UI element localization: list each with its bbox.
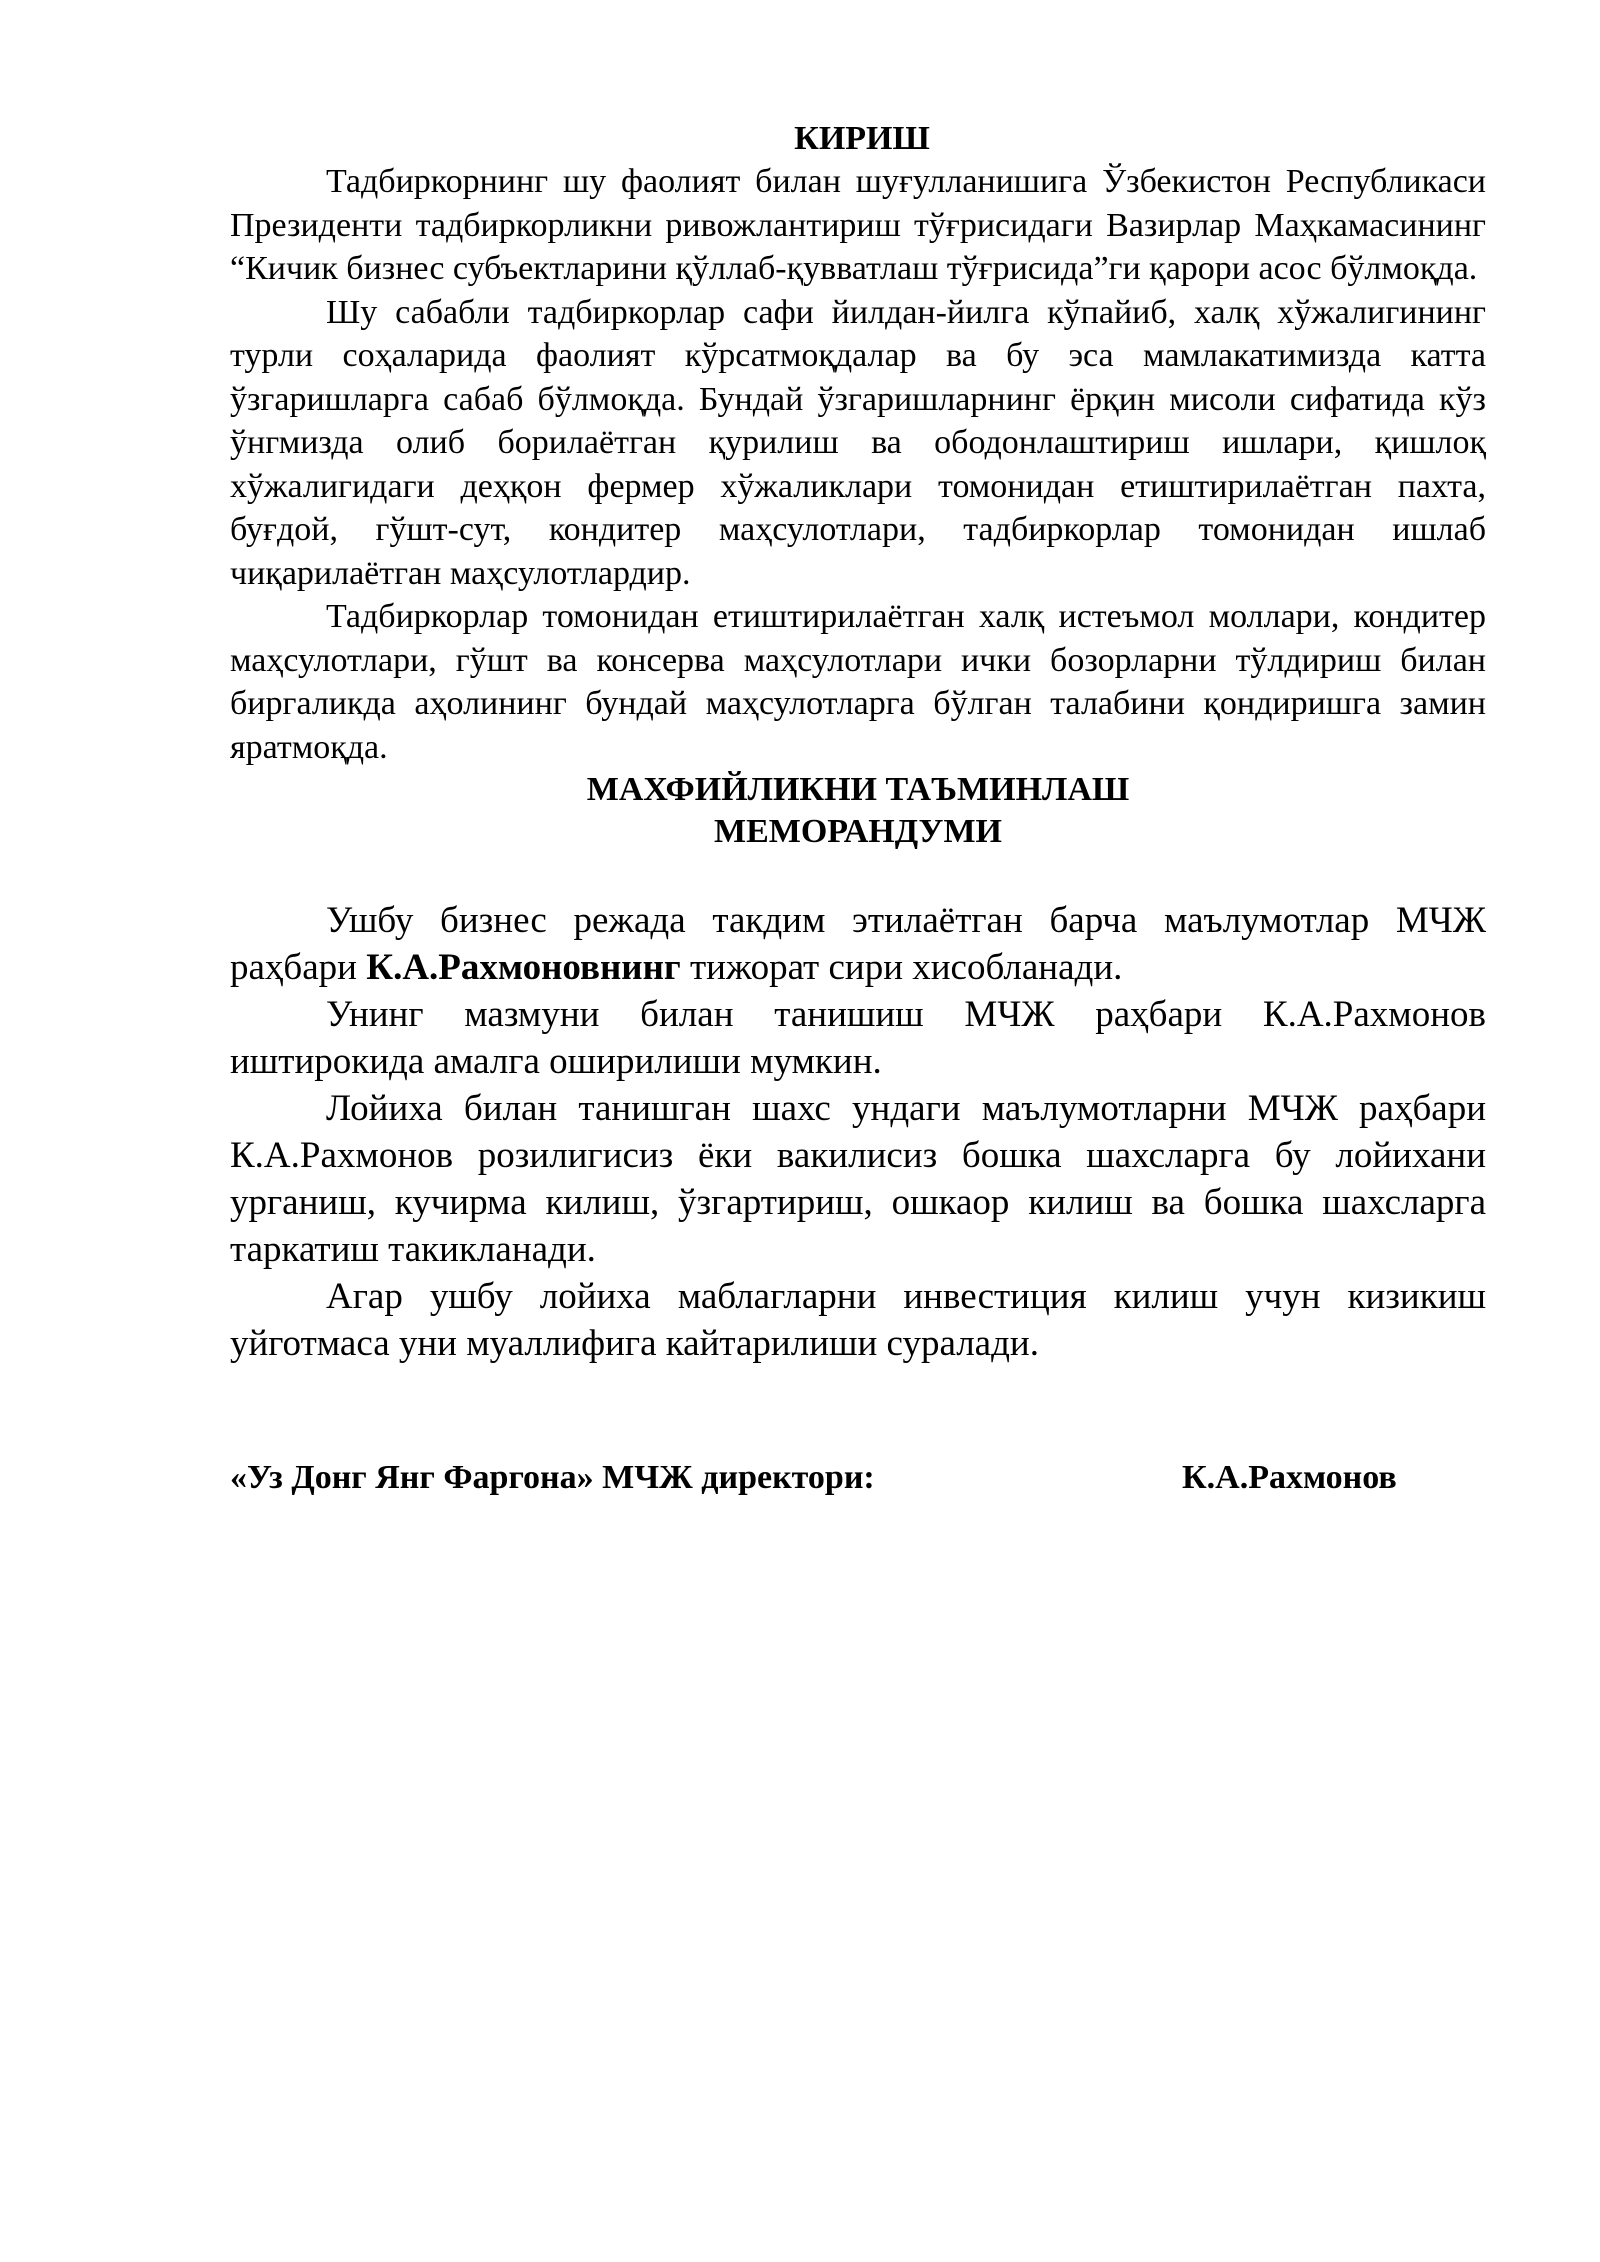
- signature-line: [230, 1459, 1486, 1509]
- intro-paragraph-1: Тадбиркорнинг шу фаолият билан шуғулланишига Ўзбекистон Республикаси Президенти тадбиркорликни ривожлантириш тўғрисидаги Вазирлар Маҳкамасининг “Кичик бизнес субъектларини қўллаб-қувватлаш тўғрисида”ги қарори асос бўлмоқда.: [230, 163, 1486, 287]
- intro-paragraph-2: Шу сабабли тадбиркорлар сафи йилдан-йилга кўпайиб, халқ хўжалигининг турли соҳаларида фаолият кўрсатмоқдалар ва бу эса мамлакатимизда катта ўзгаришларга сабаб бўлмоқда. Бундай ўзгаришларнинг ёрқин мисоли сифатида кўз ўнгмизда олиб борилаётган қурилиш ва ободонлаштириш ишлари, қишлоқ хўжалигидаги деҳқон фермер хўжаликлари томонидан етиштирилаётган пахта, буғдой, гўшт-сут, кондитер маҳсулотлари, тадбиркорлар томонидан ишлаб чиқарилаётган маҳсулотлардир.: [230, 293, 1486, 592]
- signature-position: «Уз Донг Янг Фаргона» МЧЖ директори:: [230, 1459, 875, 1496]
- memo-paragraph-1-end: тижорат сири хисобланади.: [680, 947, 1123, 988]
- director-name-bold: К.А.Рахмоновнинг: [366, 947, 681, 988]
- memo-paragraph-2: Унинг мазмуни билан танишиш МЧЖ раҳбари К.А.Рахмонов иштирокида амалга оширилиши мумкин.: [230, 994, 1486, 1082]
- intro-paragraph-3: Тадбиркорлар томонидан етиштирилаётган халқ истеъмол моллари, кондитер маҳсулотлари, гўшт ва консерва маҳсулотлари ички бозорларни тўлдириш билан биргаликда аҳолининг бундай маҳсулотларга бўлган талабини қондиришга замин яратмоқда.: [230, 598, 1486, 766]
- intro-title: КИРИШ: [794, 120, 930, 157]
- intro-section: [230, 118, 1486, 769]
- memo-title-line-1: МАХФИЙЛИКНИ ТАЪМИНЛАШ: [586, 771, 1130, 808]
- memo-title: [230, 769, 1486, 853]
- memo-paragraph-4: Агар ушбу лойиха маблагларни инвестиция килиш учун кизикиш уйготмаса уни муаллифига кайтарилиши суралади.: [230, 1276, 1486, 1364]
- signature-name: К.А.Рахмонов: [1182, 1459, 1397, 1496]
- memo-section: [230, 897, 1486, 1367]
- memo-paragraph-3: Лойиха билан танишган шахс ундаги маълумотларни МЧЖ раҳбари К.А.Рахмонов розилигисиз ёки вакилисиз бошка шахсларга бу лойихани урганиш, кучирма килиш, ўзгартириш, ошкаор килиш ва бошка шахсларга таркатиш такикланади.: [230, 1088, 1486, 1270]
- memo-title-line-2: МЕМОРАНДУМИ: [713, 813, 1003, 850]
- page-content: [230, 118, 1486, 1509]
- memo-paragraph-1: [230, 897, 1486, 991]
- memo-paragraph-1-start: Ушбу бизнес режада такдим этилаётган барча маълумотлар МЧЖ раҳбари: [230, 900, 1486, 988]
